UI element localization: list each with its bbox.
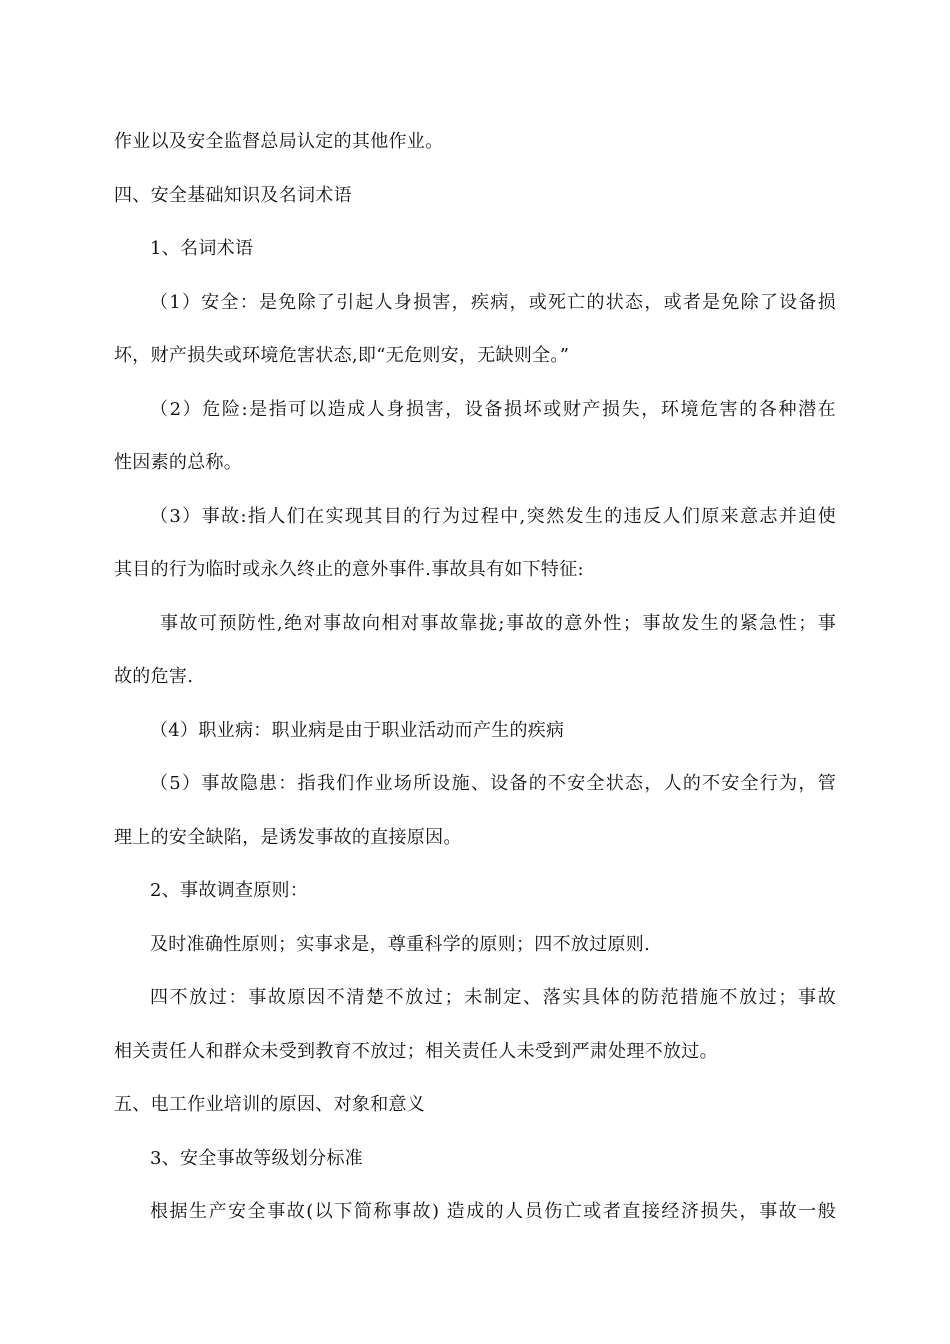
term-accident-line-2: 其目的行为临时或永久终止的意外事件.事故具有如下特征:	[114, 559, 584, 580]
term-accident-line-1: （3）事故:指人们在实现其目的行为过程中,突然发生的违反人们原来意志并迫使	[150, 506, 836, 527]
investigation-principles: 及时准确性原则；实事求是，尊重科学的原则；四不放过原则.	[150, 934, 651, 955]
term-safety-line-1: （1）安全：是免除了引起人身损害，疾病，或死亡的状态，或者是免除了设备损	[150, 292, 836, 313]
accident-features-line-2: 故的危害.	[114, 666, 194, 687]
subsection-heading-2: 2、事故调查原则：	[150, 880, 309, 901]
term-occupational-disease: （4）职业病：职业病是由于职业活动而产生的疾病	[150, 720, 565, 741]
subsection-heading-3: 3、安全事故等级划分标准	[150, 1148, 364, 1169]
section-heading-5: 五、电工作业培训的原因、对象和意义	[114, 1094, 426, 1115]
section-heading-4: 四、安全基础知识及名词术语	[114, 185, 352, 206]
four-not-let-go-line-1: 四不放过：事故原因不清楚不放过；未制定、落实具体的防范措施不放过；事故	[150, 987, 836, 1008]
term-danger-line-2: 性因素的总称。	[114, 452, 243, 473]
term-danger-line-1: （2）危险:是指可以造成人身损害，设备损坏或财产损失，环境危害的各种潜在	[150, 399, 836, 420]
term-safety-line-2: 坏，财产损失或环境危害状态,即“无危则安，无缺则全。”	[114, 345, 570, 366]
term-hazard-line-2: 理上的安全缺陷，是诱发事故的直接原因。	[114, 827, 462, 848]
accident-grade-intro: 根据生产安全事故(以下简称事故) 造成的人员伤亡或者直接经济损失，事故一般	[150, 1201, 836, 1222]
accident-features-line-1: 事故可预防性,绝对事故向相对事故靠拢;事故的意外性；事故发生的紧急性；事	[160, 613, 836, 634]
text-line-continuation: 作业以及安全监督总局认定的其他作业。	[114, 131, 444, 152]
four-not-let-go-line-2: 相关责任人和群众未受到教育不放过；相关责任人未受到严肃处理不放过。	[114, 1041, 718, 1062]
term-hazard-line-1: （5）事故隐患：指我们作业场所设施、设备的不安全状态，人的不安全行为，管	[150, 773, 836, 794]
subsection-heading-1: 1、名词术语	[150, 238, 254, 259]
